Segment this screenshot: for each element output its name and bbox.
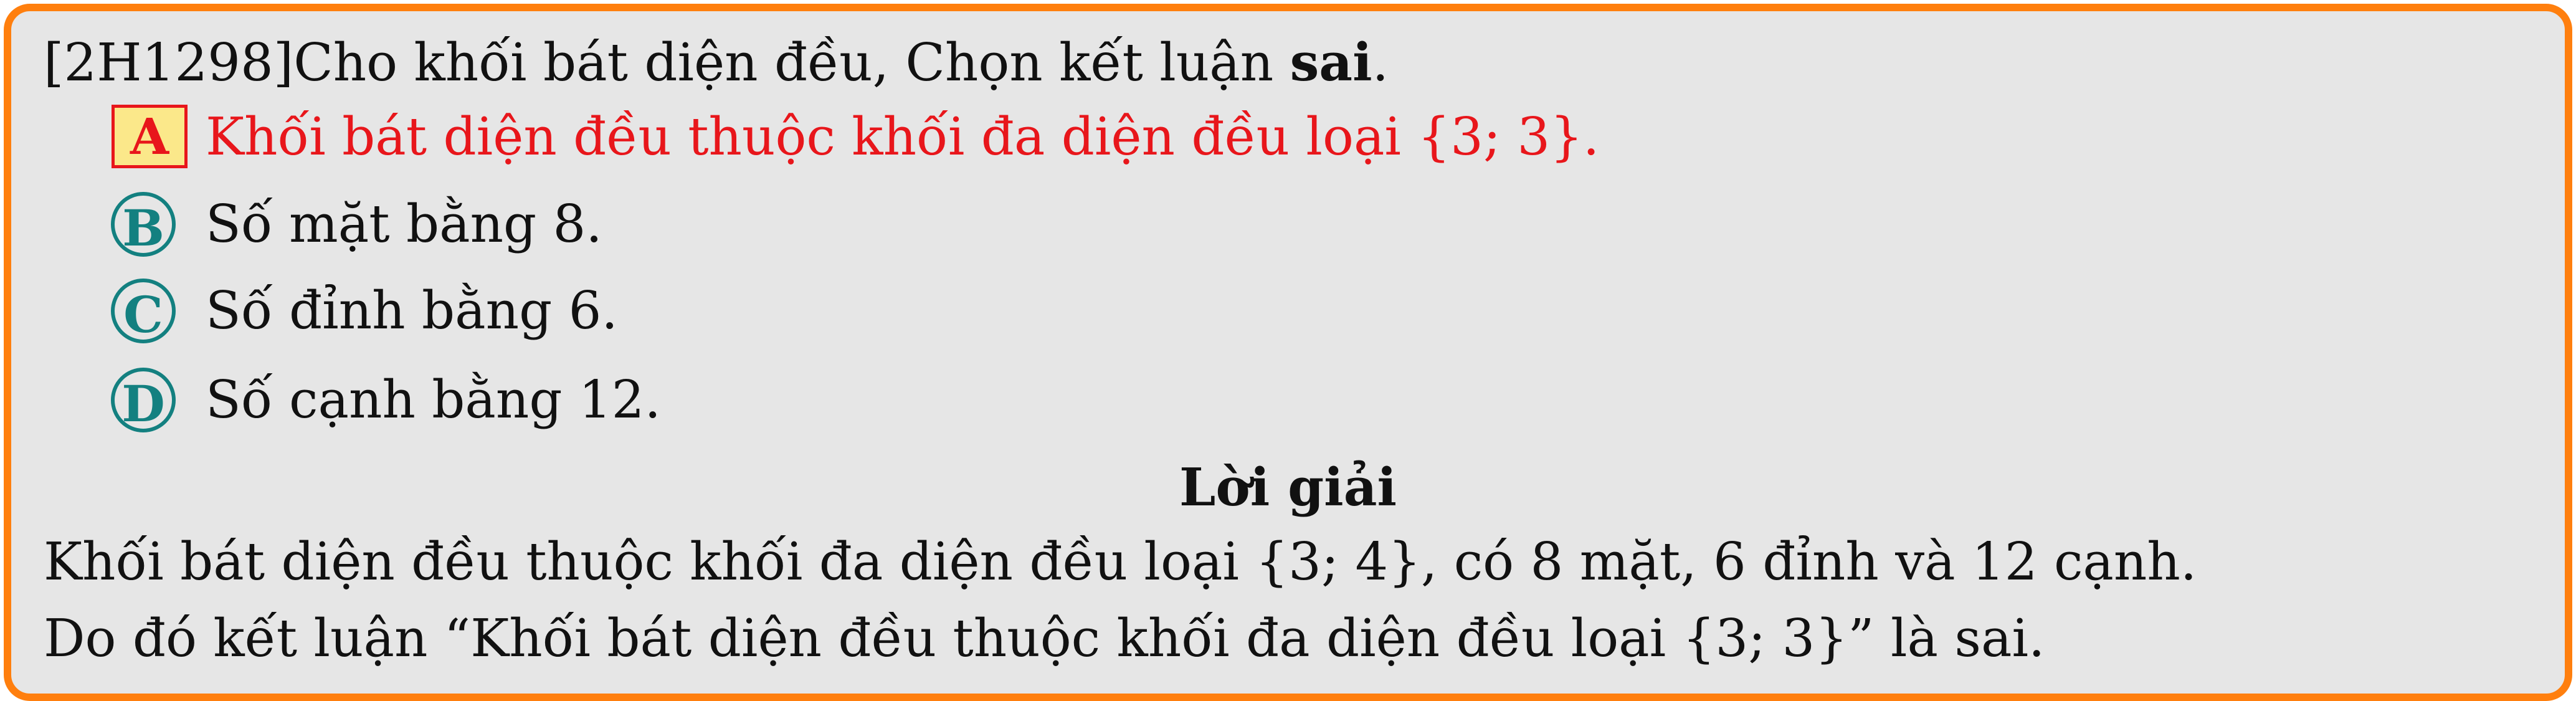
question-body: Cho khối bát diện đều, Chọn kết luận [293,32,1290,93]
option-a-marker[interactable]: A [112,105,188,168]
question-keyword: sai [1290,32,1372,93]
option-a-text[interactable]: Khối bát diện đều thuộc khối đa diện đều loại {3; 3}. [206,107,1600,167]
question-text [44,31,1389,94]
option-d-marker[interactable]: D [111,368,176,432]
solution-line-1: Khối bát diện đều thuộc khối đa diện đều loại {3; 4}, có 8 mặt, 6 đỉnh và 12 cạnh. [44,532,2197,592]
option-c-marker[interactable]: C [111,279,176,343]
solution-heading: Lời giải [1179,457,1397,518]
option-d-text[interactable]: Số cạnh bằng 12. [206,370,661,430]
option-b-text[interactable]: Số mặt bằng 8. [206,194,602,254]
option-b-marker[interactable]: B [111,192,176,257]
solution-line-2: Do đó kết luận “Khối bát diện đều thuộc khối đa diện đều loại {3; 3}” là sai. [44,608,2045,669]
option-c-text[interactable]: Số đỉnh bằng 6. [206,280,618,341]
question-end: . [1372,32,1389,93]
question-id: [2H1298] [44,32,294,93]
